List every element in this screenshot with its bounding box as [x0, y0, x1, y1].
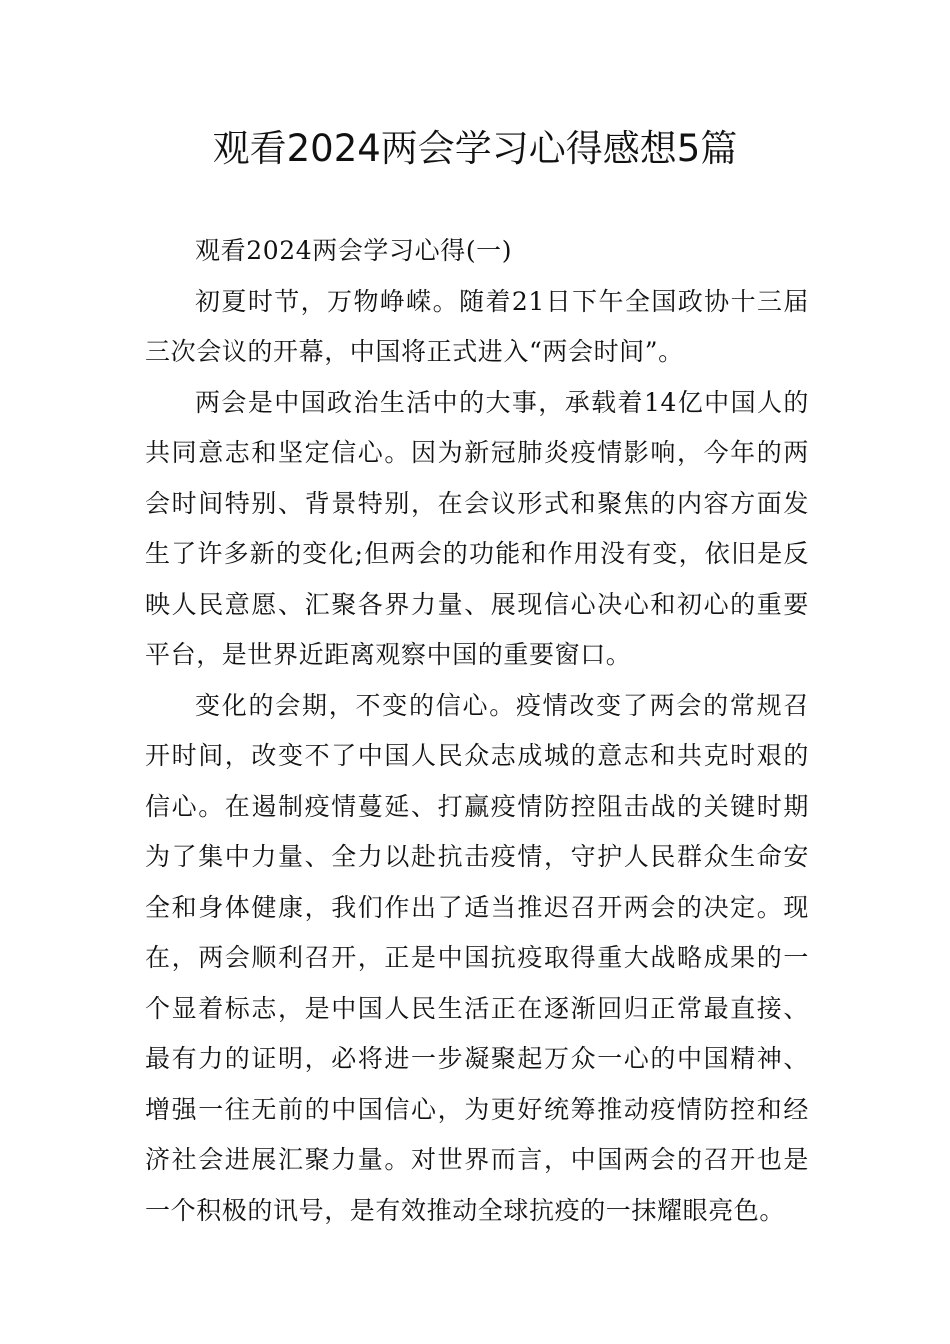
document-body: [145, 226, 809, 1236]
paragraph-3: 变化的会期，不变的信心。疫情改变了两会的常规召开时间，改变不了中国人民众志成城的意志和共克时艰的信心。在遏制疫情蔓延、打赢疫情防控阻击战的关键时期为了集中力量、全力以赴抗击疫情，守护人民群众生命安全和身体健康，我们作出了适当推迟召开两会的决定。现在，两会顺利召开，正是中国抗疫取得重大战略成果的一个显着标志，是中国人民生活正在逐渐回归正常最直接、最有力的证明，必将进一步凝聚起万众一心的中国精神、增强一往无前的中国信心，为更好统筹推动疫情防控和经济社会进展汇聚力量。对世界而言，中国两会的召开也是一个积极的讯号，是有效推动全球抗疫的一抹耀眼亮色。: [145, 690, 809, 1225]
paragraph-1: 初夏时节，万物峥嵘。随着21日下午全国政协十三届三次会议的开幕，中国将正式进入“两会时间”。: [145, 286, 809, 366]
document-title: 观看2024两会学习心得感想5篇: [212, 127, 738, 170]
section-heading: 观看2024两会学习心得(一): [195, 236, 513, 265]
paragraph-2: 两会是中国政治生活中的大事，承载着14亿中国人的共同意志和坚定信心。因为新冠肺炎疫情影响，今年的两会时间特别、背景特别，在会议形式和聚焦的内容方面发生了许多新的变化;但两会的功能和作用没有变，依旧是反映人民意愿、汇聚各界力量、展现信心决心和初心的重要平台，是世界近距离观察中国的重要窗口。: [145, 387, 809, 669]
